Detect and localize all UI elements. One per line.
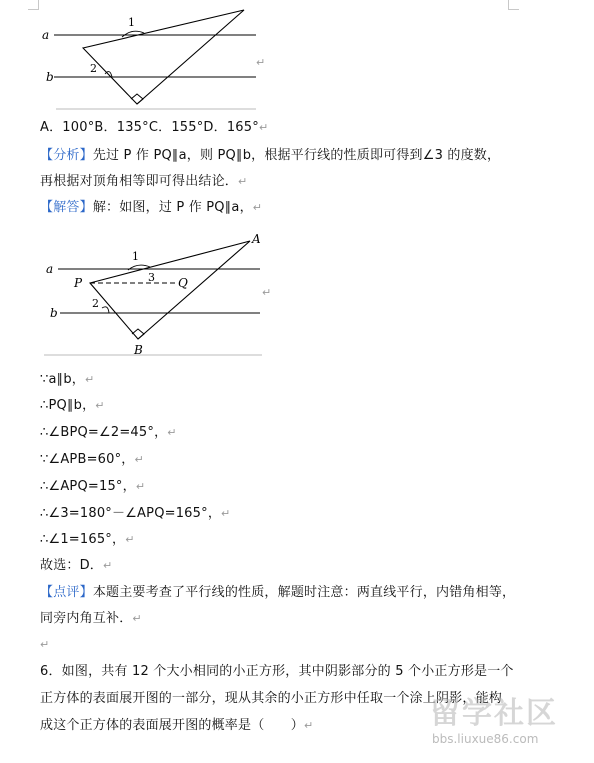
label-point-p: P (74, 276, 83, 290)
question6-text-1: 6．如图，共有 12 个大小相同的小正方形，其中阴影部分的 5 个小正方形是一个 (40, 664, 514, 679)
step-line (40, 556, 112, 576)
analysis-tag: 【分析】 (40, 148, 93, 163)
solution-line (40, 198, 262, 218)
label-point-q: Q (178, 276, 188, 290)
return-mark: ↵ (304, 719, 314, 732)
return-mark: ↵ (262, 286, 272, 299)
figure-2 (40, 228, 272, 358)
label-angle-3: 3 (148, 271, 155, 284)
step-text: ∴∠3=180°－∠APQ=165°， (40, 506, 222, 521)
label-point-b: B (134, 343, 143, 357)
step-text: 故选：D． (40, 558, 104, 573)
figure-1-diagram (40, 4, 270, 110)
question6-text-2: 正方体的表面展开图的一部分，现从其余的小正方形中任取一个涂上阴影，能构 (40, 691, 503, 706)
label-point-a: A (252, 232, 261, 246)
watermark-logo: 留学社区 (430, 696, 558, 731)
figure-2-diagram (40, 228, 272, 358)
step-line (40, 477, 145, 497)
comment-text-1: 本题主要考查了平行线的性质，解题时注意：两直线平行，内错角相等， (92, 585, 516, 600)
return-mark: ↵ (95, 399, 105, 412)
label-b: b (46, 70, 54, 84)
label-angle-1: 1 (132, 250, 139, 263)
step-line (40, 423, 177, 443)
comment-line-2 (40, 609, 142, 629)
comment-text-2: 同旁内角互补． (40, 611, 133, 626)
label-a: a (46, 262, 54, 276)
step-line (40, 530, 135, 550)
return-mark: ↵ (85, 373, 95, 386)
analysis-text-2: 再根据对顶角相等即可得出结论． (40, 174, 239, 189)
label-b: b (50, 306, 58, 320)
options-line (40, 118, 268, 138)
page-corner-mark (508, 0, 519, 10)
return-mark: ↵ (135, 480, 146, 493)
return-mark: ↵ (125, 533, 135, 546)
question6-text-3: 成这个正方体的表面展开图的概率是（ ） (40, 718, 305, 733)
step-line (40, 450, 144, 470)
question6-line-1 (40, 662, 514, 682)
return-mark: ↵ (256, 56, 266, 69)
page-corner-mark (28, 0, 39, 10)
return-mark: ↵ (103, 559, 113, 572)
comment-tag: 【点评】 (40, 585, 93, 600)
return-mark: ↵ (221, 507, 231, 520)
watermark-url: bbs.liuxue86.com (432, 732, 539, 746)
comment-line-1 (40, 583, 515, 603)
return-mark: ↵ (132, 612, 142, 625)
solution-text: 解：如图，过 P 作 PQ∥a， (92, 200, 253, 215)
return-mark: ↵ (134, 453, 144, 466)
step-line (40, 370, 94, 390)
step-text: ∵a∥b， (40, 372, 85, 387)
step-text: ∴∠1=165°， (40, 532, 126, 547)
step-text: ∴∠APQ=15°， (40, 479, 136, 494)
analysis-text-1: 先过 P 作 PQ∥a，则 PQ∥b，根据平行线的性质即可得到∠3 的度数， (92, 148, 501, 163)
return-mark: ↵ (238, 175, 248, 188)
step-line (40, 396, 105, 416)
label-angle-2: 2 (90, 62, 97, 75)
label-a: a (42, 28, 50, 42)
return-mark: ↵ (252, 201, 263, 214)
step-text: ∵∠APB=60°， (40, 452, 135, 467)
step-text: ∴∠BPQ=∠2=45°， (40, 425, 168, 440)
return-mark: ↵ (258, 121, 269, 134)
options-text: A．100°B．135°C．155°D．165° (40, 120, 259, 135)
analysis-line-2 (40, 172, 247, 192)
watermark (430, 688, 580, 758)
question6-line-3 (40, 716, 313, 736)
label-angle-2: 2 (92, 297, 99, 310)
return-mark: ↵ (167, 426, 177, 439)
figure-1 (40, 4, 270, 110)
label-angle-1: 1 (128, 16, 135, 29)
step-line (40, 504, 230, 524)
empty-line (40, 635, 49, 655)
analysis-line-1 (40, 146, 500, 166)
return-mark: ↵ (40, 638, 50, 651)
solution-tag: 【解答】 (40, 200, 93, 215)
step-text: ∴PQ∥b， (40, 398, 96, 413)
